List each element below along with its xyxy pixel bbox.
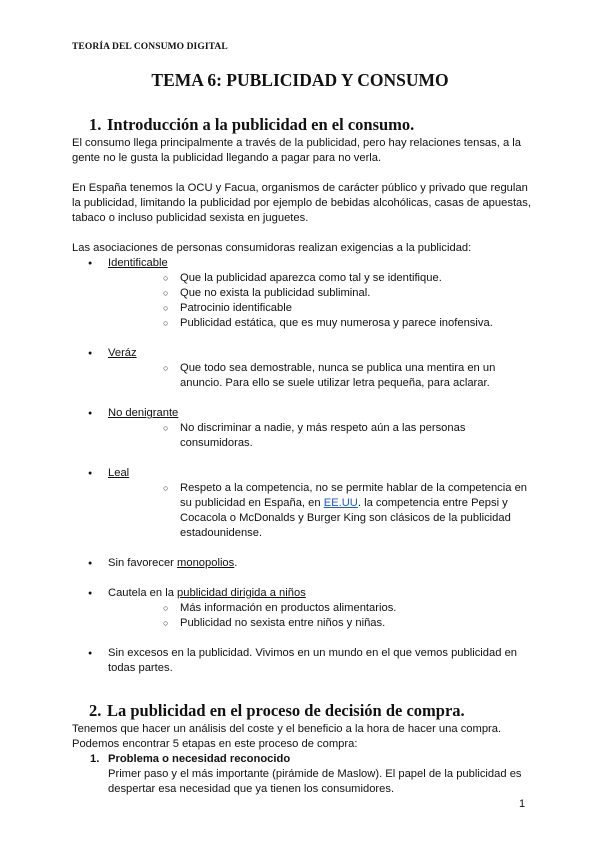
- requirements-list: [72, 466, 532, 541]
- requirements-list: [72, 256, 532, 331]
- section-1-title: Introducción a la publicidad en el consumo.: [107, 115, 415, 134]
- paragraph: Tenemos que hacer un análisis del coste y el beneficio a la hora de hacer una compra. Podemos encontrar 5 etapas en este proceso de compra:: [72, 723, 502, 750]
- section-1-heading: [72, 114, 532, 136]
- sub-list: [108, 481, 532, 541]
- paragraph: El consumo llega principalmente a través de la publicidad, pero hay relaciones tensas, a la gente no le gusta la publicidad llegando a pagar para no verla.: [72, 137, 522, 164]
- requirements-list: [72, 346, 532, 391]
- sub-list-item: ○ Publicidad no sexista entre niños y niñas.: [108, 616, 532, 631]
- sub-list-item: ○ Que todo sea demostrable, nunca se publica una mentira en un anuncio. Para ello se suele utilizar letra pequeña, para aclarar.: [108, 361, 532, 391]
- requirements-list: [72, 646, 532, 676]
- document-title: TEMA 6: PUBLICIDAD Y CONSUMO: [151, 70, 449, 90]
- step-item: [72, 752, 532, 797]
- sub-list: [108, 271, 532, 331]
- sub-list: [108, 361, 532, 391]
- ninos-term: publicidad dirigida a niños: [177, 587, 306, 599]
- requirements-list: [72, 556, 532, 571]
- item-label: Leal: [108, 467, 130, 479]
- list-item-identificable: [72, 256, 532, 331]
- sub-list-item: ○ Que no exista la publicidad subliminal.: [108, 286, 532, 301]
- step-number: 1.: [90, 753, 100, 765]
- sub-list-item: ○ Más información en productos alimentarios.: [108, 601, 532, 616]
- item-label: No denigrante: [108, 407, 179, 419]
- paragraph: En España tenemos la OCU y Facua, organismos de carácter público y privado que regulan la publicidad, limitando la publicidad por ejemplo de bebidas alcohólicas, casas de apuestas, tabaco o incluso publicidad sexista en juguetes.: [72, 182, 531, 224]
- sub-list-item: ○ Respeto a la competencia, no se permite hablar de la competencia en su publicidad en España, en EE.UU. la competencia entre Pepsi y Cocacola o McDonalds y Burger King son clásicos de la publicidad estadounidense.: [108, 481, 532, 541]
- monopolios-term: monopolios: [177, 557, 235, 569]
- section-2-title: La publicidad en el proceso de decisión de compra.: [107, 701, 465, 720]
- sub-list-item: ○ No discriminar a nadie, y más respeto aún a las personas consumidoras.: [108, 421, 532, 451]
- list-item-excesos: ● Sin excesos en la publicidad. Vivimos en un mundo en el que vemos publicidad en todas partes.: [72, 646, 532, 676]
- step-title: Problema o necesidad reconocido: [108, 753, 291, 765]
- section-2-number: 2.: [89, 701, 102, 720]
- item-label: Veráz: [108, 347, 137, 359]
- steps-list: [72, 752, 532, 797]
- list-item-leal: [72, 466, 532, 541]
- item-label: Identificable: [108, 257, 168, 269]
- sub-list-item: ○ Publicidad estática, que es muy numerosa y parece inofensiva.: [108, 316, 532, 331]
- sub-list: [108, 421, 532, 451]
- step-text: Primer paso y el más importante (pirámide de Maslow). El papel de la publicidad es despertar esa necesidad que ya tienen los consumidores.: [108, 768, 522, 795]
- list-item-veraz: [72, 346, 532, 391]
- document-body: [72, 114, 532, 797]
- sub-list: [108, 601, 532, 631]
- sub-list-item: ○ Patrocinio identificable: [108, 301, 532, 316]
- paragraph: Las asociaciones de personas consumidoras realizan exigencias a la publicidad:: [72, 242, 472, 254]
- list-item-no-denigrante: [72, 406, 532, 451]
- section-1-number: 1.: [89, 115, 102, 134]
- running-header: TEORÍA DEL CONSUMO DIGITAL: [72, 42, 228, 52]
- section-2-heading: [72, 700, 532, 722]
- list-item-ninos: ● Cautela en la publicidad dirigida a niños ○ Más información en productos alimentarios. ○ Publicidad no sexista entre niños y niñas.: [72, 586, 532, 631]
- list-item-monopolios: ● Sin favorecer monopolios.: [72, 556, 532, 571]
- eeuu-link[interactable]: EE.UU: [323, 497, 358, 509]
- requirements-list: [72, 586, 532, 631]
- page-number: 1: [519, 798, 526, 810]
- sub-list-item: ○ Que la publicidad aparezca como tal y se identifique.: [108, 271, 532, 286]
- requirements-list: [72, 406, 532, 451]
